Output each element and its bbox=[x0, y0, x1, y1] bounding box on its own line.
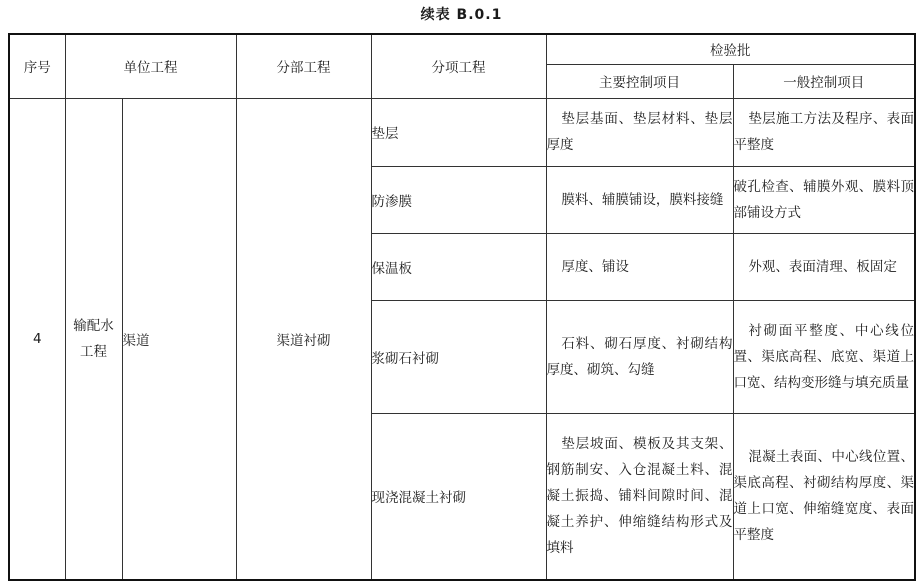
header-main-control: 主要控制项目 bbox=[546, 64, 733, 98]
row-division: 渠道衬砌 bbox=[236, 98, 371, 580]
item-name: 保温板 bbox=[371, 233, 546, 300]
header-inspection-lot: 检验批 bbox=[546, 34, 915, 64]
header-unit-project: 单位工程 bbox=[65, 34, 236, 98]
row-unit-line1: 输配水 bbox=[73, 317, 114, 334]
inspection-table bbox=[8, 33, 916, 581]
item-main-control: 石料、砌石厚度、衬砌结构厚度、砌筑、勾缝 bbox=[546, 300, 733, 413]
item-general-control: 混凝土表面、中心线位置、渠底高程、衬砌结构厚度、渠道上口宽、伸缩缝宽度、表面平整度 bbox=[733, 413, 915, 580]
item-general-control: 外观、表面清理、板固定 bbox=[733, 233, 915, 300]
item-name: 现浇混凝土衬砌 bbox=[371, 413, 546, 580]
table-caption: 续表 B.0.1 bbox=[420, 7, 503, 23]
item-main-control: 垫层基面、垫层材料、垫层厚度 bbox=[546, 98, 733, 166]
header-row-1 bbox=[9, 34, 915, 64]
item-main-control: 厚度、铺设 bbox=[546, 233, 733, 300]
row-sub-unit: 渠道 bbox=[122, 98, 236, 580]
header-division-project: 分部工程 bbox=[236, 34, 371, 98]
table-row bbox=[9, 98, 915, 166]
row-unit-project bbox=[65, 98, 122, 580]
item-main-control: 膜料、辅膜铺设，膜料接缝 bbox=[546, 166, 733, 233]
header-general-control: 一般控制项目 bbox=[733, 64, 915, 98]
item-general-control: 破孔检查、辅膜外观、膜料顶部铺设方式 bbox=[733, 166, 915, 233]
item-main-control: 垫层坡面、模板及其支架、钢筋制安、入仓混凝土料、混凝土振捣、铺料间隙时间、混凝土养护、伸缩缝结构形式及填料 bbox=[546, 413, 733, 580]
item-name: 垫层 bbox=[371, 98, 546, 166]
header-seq: 序号 bbox=[9, 34, 65, 98]
row-seq: 4 bbox=[9, 98, 65, 580]
item-name: 浆砌石衬砌 bbox=[371, 300, 546, 413]
item-name: 防渗膜 bbox=[371, 166, 546, 233]
item-general-control: 垫层施工方法及程序、表面平整度 bbox=[733, 98, 915, 166]
header-subitem-project: 分项工程 bbox=[371, 34, 546, 98]
item-general-control: 衬砌面平整度、中心线位置、渠底高程、底宽、渠道上口宽、结构变形缝与填充质量 bbox=[733, 300, 915, 413]
row-unit-line2: 工程 bbox=[80, 343, 107, 360]
